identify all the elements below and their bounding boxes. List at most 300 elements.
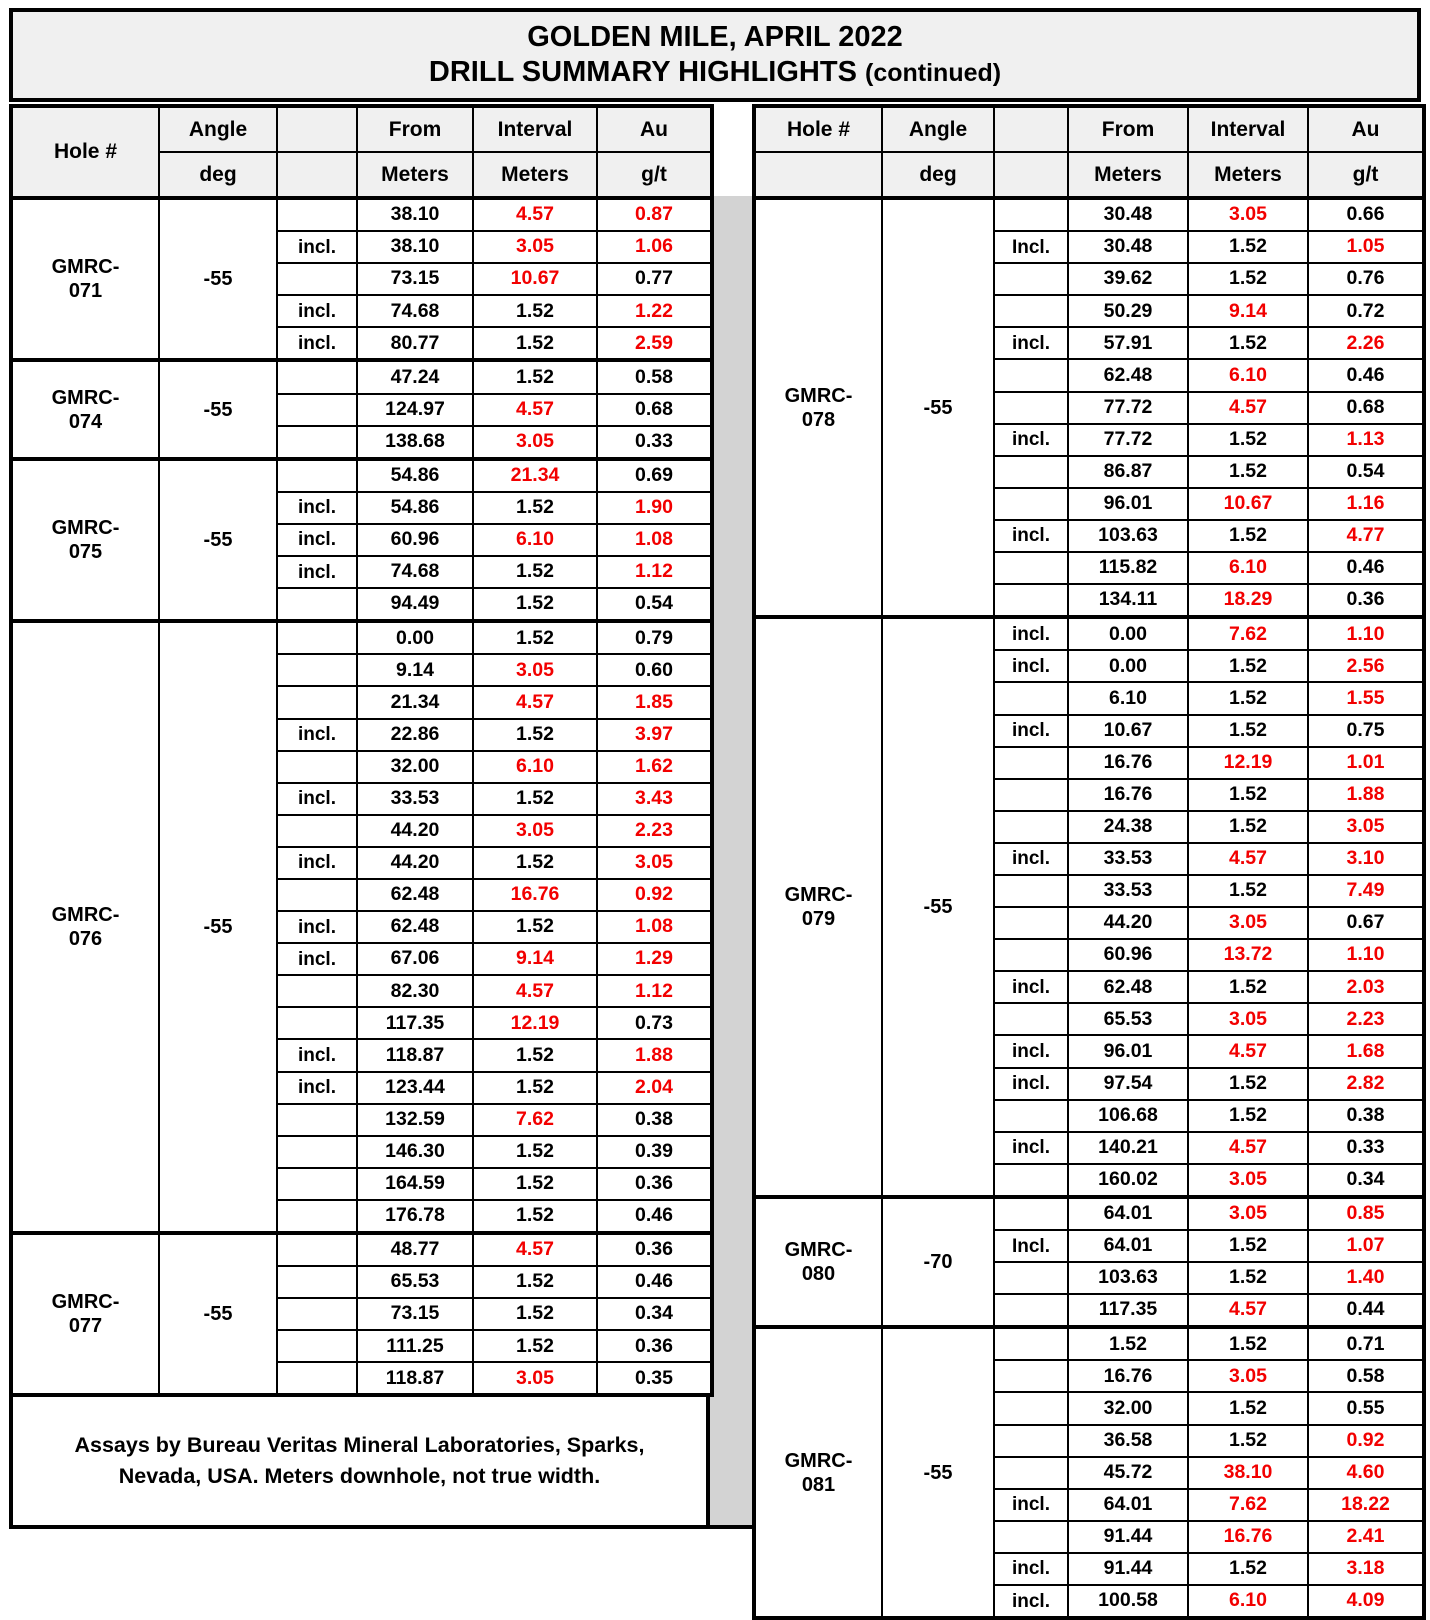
au-grade-cell: 4.60 — [1308, 1457, 1424, 1489]
col-header-from: From — [357, 106, 473, 152]
au-grade-cell: 3.97 — [597, 719, 712, 751]
incl-label-cell — [994, 1327, 1068, 1360]
interval-meters-cell: 1.52 — [473, 1168, 597, 1200]
incl-label-cell — [277, 686, 357, 718]
interval-meters-cell: 4.57 — [1188, 1132, 1308, 1164]
incl-label-cell: incl. — [994, 520, 1068, 552]
col-header-hole: Hole # — [754, 106, 882, 152]
table-row — [754, 198, 1424, 231]
interval-meters-cell: 1.52 — [473, 621, 597, 654]
au-grade-cell: 1.05 — [1308, 231, 1424, 263]
interval-meters-cell: 4.57 — [1188, 1294, 1308, 1327]
incl-label-cell — [994, 456, 1068, 488]
au-grade-cell: 3.18 — [1308, 1553, 1424, 1585]
au-grade-cell: 1.90 — [597, 492, 712, 524]
interval-meters-cell: 12.19 — [1188, 747, 1308, 779]
incl-label-cell — [277, 198, 357, 231]
footnote-box — [9, 1397, 710, 1529]
incl-label-cell — [994, 1003, 1068, 1035]
interval-meters-cell: 1.52 — [1188, 971, 1308, 1003]
interval-meters-cell: 1.52 — [473, 588, 597, 621]
from-meters-cell: 32.00 — [1068, 1392, 1188, 1424]
hole-id-cell: GMRC- 074 — [11, 360, 159, 458]
incl-label-cell — [277, 975, 357, 1007]
table-divider-strip — [709, 196, 752, 1529]
interval-meters-cell: 1.52 — [1188, 1553, 1308, 1585]
interval-meters-cell: 1.52 — [1188, 1327, 1308, 1360]
incl-label-cell — [994, 747, 1068, 779]
angle-cell: -55 — [882, 1327, 994, 1618]
interval-meters-cell: 38.10 — [1188, 1457, 1308, 1489]
au-grade-cell: 0.73 — [597, 1007, 712, 1039]
incl-label-cell: incl. — [994, 971, 1068, 1003]
left-column — [9, 104, 710, 1529]
table-row — [11, 360, 712, 393]
from-meters-cell: 36.58 — [1068, 1425, 1188, 1457]
interval-meters-cell: 6.10 — [473, 524, 597, 556]
incl-label-cell — [994, 198, 1068, 231]
col-header-interval: Interval — [473, 106, 597, 152]
from-meters-cell: 16.76 — [1068, 1360, 1188, 1392]
from-meters-cell: 91.44 — [1068, 1553, 1188, 1585]
from-meters-cell: 22.86 — [357, 719, 473, 751]
from-meters-cell: 106.68 — [1068, 1100, 1188, 1132]
incl-label-cell: incl. — [994, 1035, 1068, 1067]
from-meters-cell: 38.10 — [357, 231, 473, 263]
interval-meters-cell: 7.62 — [473, 1104, 597, 1136]
from-meters-cell: 54.86 — [357, 492, 473, 524]
incl-label-cell — [994, 488, 1068, 520]
incl-label-cell: incl. — [277, 231, 357, 263]
incl-label-cell: incl. — [277, 524, 357, 556]
from-meters-cell: 103.63 — [1068, 1262, 1188, 1294]
au-grade-cell: 0.36 — [1308, 584, 1424, 617]
interval-meters-cell: 1.52 — [1188, 1425, 1308, 1457]
from-meters-cell: 74.68 — [357, 295, 473, 327]
from-meters-cell: 140.21 — [1068, 1132, 1188, 1164]
from-meters-cell: 96.01 — [1068, 488, 1188, 520]
au-grade-cell: 0.92 — [597, 879, 712, 911]
from-meters-cell: 77.72 — [1068, 424, 1188, 456]
au-grade-cell: 0.39 — [597, 1136, 712, 1168]
interval-meters-cell: 3.05 — [473, 654, 597, 686]
bottom-border-bar — [709, 1525, 752, 1529]
from-meters-cell: 44.20 — [357, 815, 473, 847]
incl-label-cell — [277, 1007, 357, 1039]
left-table-header — [11, 106, 712, 198]
au-grade-cell: 0.38 — [597, 1104, 712, 1136]
interval-meters-cell: 3.05 — [1188, 1164, 1308, 1197]
col-header-from: From — [1068, 106, 1188, 152]
au-grade-cell: 1.10 — [1308, 617, 1424, 650]
au-grade-cell: 0.92 — [1308, 1425, 1424, 1457]
interval-meters-cell: 4.57 — [1188, 1035, 1308, 1067]
incl-label-cell: incl. — [994, 1585, 1068, 1618]
interval-meters-cell: 1.52 — [473, 783, 597, 815]
angle-cell: -55 — [882, 617, 994, 1197]
au-grade-cell: 0.79 — [597, 621, 712, 654]
au-grade-cell: 1.62 — [597, 751, 712, 783]
incl-label-cell: incl. — [994, 1553, 1068, 1585]
from-meters-cell: 64.01 — [1068, 1197, 1188, 1230]
interval-meters-cell: 1.52 — [1188, 1262, 1308, 1294]
interval-meters-cell: 1.52 — [473, 360, 597, 393]
au-grade-cell: 0.36 — [597, 1168, 712, 1200]
from-meters-cell: 0.00 — [357, 621, 473, 654]
from-meters-cell: 115.82 — [1068, 552, 1188, 584]
hole-id-cell: GMRC- 081 — [754, 1327, 882, 1618]
from-meters-cell: 77.72 — [1068, 392, 1188, 424]
from-meters-cell: 176.78 — [357, 1200, 473, 1233]
from-meters-cell: 60.96 — [357, 524, 473, 556]
interval-meters-cell: 10.67 — [1188, 488, 1308, 520]
au-grade-cell: 1.12 — [597, 556, 712, 588]
interval-meters-cell: 1.52 — [1188, 424, 1308, 456]
hole-id-cell: GMRC- 071 — [11, 198, 159, 360]
hole-id-cell: GMRC- 076 — [11, 621, 159, 1233]
page-title-line1: GOLDEN MILE, APRIL 2022 — [527, 21, 903, 54]
from-meters-cell: 97.54 — [1068, 1068, 1188, 1100]
au-grade-cell: 0.36 — [597, 1330, 712, 1362]
interval-meters-cell: 1.52 — [1188, 715, 1308, 747]
au-grade-cell: 0.36 — [597, 1233, 712, 1266]
au-grade-cell: 2.41 — [1308, 1521, 1424, 1553]
incl-label-cell — [277, 1266, 357, 1298]
au-grade-cell: 0.46 — [1308, 552, 1424, 584]
from-meters-cell: 32.00 — [357, 751, 473, 783]
from-meters-cell: 47.24 — [357, 360, 473, 393]
au-grade-cell: 2.03 — [1308, 971, 1424, 1003]
col-header-au-unit: g/t — [1308, 152, 1424, 198]
incl-label-cell: incl. — [277, 1039, 357, 1071]
col-header-deg: deg — [882, 152, 994, 198]
incl-label-cell — [994, 779, 1068, 811]
au-grade-cell: 0.75 — [1308, 715, 1424, 747]
from-meters-cell: 82.30 — [357, 975, 473, 1007]
incl-label-cell — [277, 263, 357, 295]
angle-cell: -70 — [882, 1197, 994, 1327]
interval-meters-cell: 1.52 — [1188, 1392, 1308, 1424]
au-grade-cell: 1.29 — [597, 943, 712, 975]
table-row — [11, 459, 712, 492]
table-row — [11, 1233, 712, 1266]
from-meters-cell: 124.97 — [357, 394, 473, 426]
incl-label-cell: incl. — [277, 911, 357, 943]
from-meters-cell: 33.53 — [357, 783, 473, 815]
table-row — [754, 617, 1424, 650]
au-grade-cell: 0.60 — [597, 654, 712, 686]
col-header-au: Au — [1308, 106, 1424, 152]
interval-meters-cell: 1.52 — [1188, 263, 1308, 295]
au-grade-cell: 2.04 — [597, 1072, 712, 1104]
interval-meters-cell: 1.52 — [1188, 1100, 1308, 1132]
incl-label-cell — [277, 1104, 357, 1136]
incl-label-cell: incl. — [994, 327, 1068, 359]
incl-label-cell — [277, 879, 357, 911]
incl-label-cell — [994, 1425, 1068, 1457]
au-grade-cell: 0.87 — [597, 198, 712, 231]
interval-meters-cell: 21.34 — [473, 459, 597, 492]
interval-meters-cell: 1.52 — [1188, 811, 1308, 843]
au-grade-cell: 0.33 — [1308, 1132, 1424, 1164]
interval-meters-cell: 7.62 — [1188, 617, 1308, 650]
incl-label-cell — [994, 811, 1068, 843]
from-meters-cell: 24.38 — [1068, 811, 1188, 843]
from-meters-cell: 134.11 — [1068, 584, 1188, 617]
col-header-incl — [277, 106, 357, 152]
interval-meters-cell: 3.05 — [473, 426, 597, 459]
from-meters-cell: 16.76 — [1068, 747, 1188, 779]
incl-label-cell: incl. — [994, 1132, 1068, 1164]
from-meters-cell: 0.00 — [1068, 617, 1188, 650]
from-meters-cell: 62.48 — [1068, 971, 1188, 1003]
au-grade-cell: 1.88 — [597, 1039, 712, 1071]
incl-label-cell — [994, 1294, 1068, 1327]
au-grade-cell: 1.88 — [1308, 779, 1424, 811]
incl-label-cell — [277, 1298, 357, 1330]
col-header-angle: Angle — [159, 106, 277, 152]
au-grade-cell: 1.01 — [1308, 747, 1424, 779]
incl-label-cell — [277, 654, 357, 686]
au-grade-cell: 0.72 — [1308, 295, 1424, 327]
col-header-incl-unit — [277, 152, 357, 198]
interval-meters-cell: 1.52 — [1188, 327, 1308, 359]
incl-label-cell: Incl. — [994, 231, 1068, 263]
interval-meters-cell: 4.57 — [473, 975, 597, 1007]
right-table-header — [754, 106, 1424, 198]
from-meters-cell: 111.25 — [357, 1330, 473, 1362]
incl-label-cell — [994, 1360, 1068, 1392]
incl-label-cell — [277, 588, 357, 621]
from-meters-cell: 21.34 — [357, 686, 473, 718]
right-column — [752, 104, 1422, 1612]
au-grade-cell: 1.08 — [597, 524, 712, 556]
au-grade-cell: 0.46 — [597, 1266, 712, 1298]
page-title-line2 — [429, 55, 1001, 90]
interval-meters-cell: 6.10 — [1188, 552, 1308, 584]
col-header-au: Au — [597, 106, 712, 152]
from-meters-cell: 118.87 — [357, 1039, 473, 1071]
interval-meters-cell: 1.52 — [1188, 779, 1308, 811]
au-grade-cell: 0.54 — [1308, 456, 1424, 488]
au-grade-cell: 1.10 — [1308, 939, 1424, 971]
right-drill-table — [752, 104, 1426, 1620]
incl-label-cell — [994, 875, 1068, 907]
interval-meters-cell: 10.67 — [473, 263, 597, 295]
hole-id-cell: GMRC- 077 — [11, 1233, 159, 1395]
from-meters-cell: 9.14 — [357, 654, 473, 686]
from-meters-cell: 65.53 — [1068, 1003, 1188, 1035]
interval-meters-cell: 1.52 — [1188, 875, 1308, 907]
incl-label-cell — [277, 815, 357, 847]
interval-meters-cell: 1.52 — [1188, 682, 1308, 714]
incl-label-cell — [994, 1197, 1068, 1230]
from-meters-cell: 62.48 — [357, 879, 473, 911]
from-meters-cell: 138.68 — [357, 426, 473, 459]
incl-label-cell: incl. — [277, 847, 357, 879]
from-meters-cell: 50.29 — [1068, 295, 1188, 327]
interval-meters-cell: 12.19 — [473, 1007, 597, 1039]
au-grade-cell: 7.49 — [1308, 875, 1424, 907]
au-grade-cell: 1.13 — [1308, 424, 1424, 456]
incl-label-cell — [994, 1262, 1068, 1294]
incl-label-cell — [277, 1233, 357, 1266]
from-meters-cell: 86.87 — [1068, 456, 1188, 488]
au-grade-cell: 0.33 — [597, 426, 712, 459]
au-grade-cell: 3.05 — [597, 847, 712, 879]
incl-label-cell: incl. — [277, 327, 357, 360]
interval-meters-cell: 13.72 — [1188, 939, 1308, 971]
interval-meters-cell: 3.05 — [1188, 907, 1308, 939]
au-grade-cell: 2.23 — [1308, 1003, 1424, 1035]
incl-label-cell: incl. — [277, 943, 357, 975]
hole-id-cell: GMRC- 078 — [754, 198, 882, 617]
au-grade-cell: 3.05 — [1308, 811, 1424, 843]
au-grade-cell: 0.35 — [597, 1362, 712, 1395]
interval-meters-cell: 1.52 — [473, 847, 597, 879]
from-meters-cell: 54.86 — [357, 459, 473, 492]
col-header-incl — [994, 106, 1068, 152]
au-grade-cell: 1.22 — [597, 295, 712, 327]
left-drill-table — [9, 104, 714, 1397]
page-title-line2-main: DRILL SUMMARY HIGHLIGHTS — [428, 56, 857, 88]
interval-meters-cell: 1.52 — [473, 1072, 597, 1104]
from-meters-cell: 117.35 — [1068, 1294, 1188, 1327]
angle-cell: -55 — [159, 459, 277, 621]
interval-meters-cell: 1.52 — [473, 1039, 597, 1071]
title-box — [9, 8, 1421, 102]
from-meters-cell: 123.44 — [357, 1072, 473, 1104]
au-grade-cell: 3.43 — [597, 783, 712, 815]
interval-meters-cell: 3.05 — [1188, 1003, 1308, 1035]
table-row — [754, 1327, 1424, 1360]
from-meters-cell: 44.20 — [357, 847, 473, 879]
col-header-incl-unit — [994, 152, 1068, 198]
interval-meters-cell: 1.52 — [1188, 650, 1308, 682]
incl-label-cell — [994, 1521, 1068, 1553]
au-grade-cell: 4.77 — [1308, 520, 1424, 552]
incl-label-cell — [994, 1392, 1068, 1424]
interval-meters-cell: 6.10 — [1188, 1585, 1308, 1618]
from-meters-cell: 73.15 — [357, 1298, 473, 1330]
incl-label-cell: incl. — [994, 1489, 1068, 1521]
au-grade-cell: 2.56 — [1308, 650, 1424, 682]
incl-label-cell: incl. — [994, 843, 1068, 875]
au-grade-cell: 1.12 — [597, 975, 712, 1007]
interval-meters-cell: 9.14 — [1188, 295, 1308, 327]
from-meters-cell: 103.63 — [1068, 520, 1188, 552]
incl-label-cell — [277, 459, 357, 492]
from-meters-cell: 64.01 — [1068, 1489, 1188, 1521]
incl-label-cell — [994, 263, 1068, 295]
from-meters-cell: 16.76 — [1068, 779, 1188, 811]
incl-label-cell — [277, 360, 357, 393]
col-header-interval-unit: Meters — [473, 152, 597, 198]
incl-label-cell — [277, 1362, 357, 1395]
au-grade-cell: 0.46 — [1308, 359, 1424, 391]
page-title-continued: (continued) — [865, 59, 1002, 87]
au-grade-cell: 0.67 — [1308, 907, 1424, 939]
interval-meters-cell: 1.52 — [473, 327, 597, 360]
from-meters-cell: 91.44 — [1068, 1521, 1188, 1553]
interval-meters-cell: 1.52 — [473, 295, 597, 327]
interval-meters-cell: 1.52 — [1188, 231, 1308, 263]
from-meters-cell: 44.20 — [1068, 907, 1188, 939]
from-meters-cell: 0.00 — [1068, 650, 1188, 682]
au-grade-cell: 3.10 — [1308, 843, 1424, 875]
table-row — [11, 621, 712, 654]
interval-meters-cell: 3.05 — [1188, 198, 1308, 231]
table-row — [754, 1197, 1424, 1230]
interval-meters-cell: 1.52 — [1188, 520, 1308, 552]
incl-label-cell — [994, 359, 1068, 391]
interval-meters-cell: 3.05 — [1188, 1197, 1308, 1230]
au-grade-cell: 0.58 — [597, 360, 712, 393]
angle-cell: -55 — [159, 198, 277, 360]
incl-label-cell — [994, 584, 1068, 617]
interval-meters-cell: 1.52 — [473, 911, 597, 943]
table-row — [11, 198, 712, 231]
interval-meters-cell: 7.62 — [1188, 1489, 1308, 1521]
incl-label-cell: incl. — [277, 492, 357, 524]
interval-meters-cell: 1.52 — [473, 1330, 597, 1362]
au-grade-cell: 2.23 — [597, 815, 712, 847]
interval-meters-cell: 4.57 — [473, 198, 597, 231]
au-grade-cell: 2.59 — [597, 327, 712, 360]
au-grade-cell: 1.55 — [1308, 682, 1424, 714]
au-grade-cell: 1.16 — [1308, 488, 1424, 520]
from-meters-cell: 65.53 — [357, 1266, 473, 1298]
incl-label-cell: incl. — [277, 783, 357, 815]
interval-meters-cell: 1.52 — [1188, 1230, 1308, 1262]
from-meters-cell: 10.67 — [1068, 715, 1188, 747]
col-header-hole: Hole # — [11, 106, 159, 198]
au-grade-cell: 1.40 — [1308, 1262, 1424, 1294]
interval-meters-cell: 4.57 — [1188, 392, 1308, 424]
au-grade-cell: 0.46 — [597, 1200, 712, 1233]
from-meters-cell: 1.52 — [1068, 1327, 1188, 1360]
au-grade-cell: 0.54 — [597, 588, 712, 621]
from-meters-cell: 132.59 — [357, 1104, 473, 1136]
hole-id-cell: GMRC- 075 — [11, 459, 159, 621]
interval-meters-cell: 16.76 — [1188, 1521, 1308, 1553]
angle-cell: -55 — [159, 1233, 277, 1395]
interval-meters-cell: 4.57 — [473, 1233, 597, 1266]
incl-label-cell — [277, 1168, 357, 1200]
au-grade-cell: 0.58 — [1308, 1360, 1424, 1392]
hole-id-cell: GMRC- 080 — [754, 1197, 882, 1327]
angle-cell: -55 — [159, 360, 277, 458]
from-meters-cell: 62.48 — [1068, 359, 1188, 391]
interval-meters-cell: 1.52 — [473, 1200, 597, 1233]
incl-label-cell — [277, 1136, 357, 1168]
from-meters-cell: 117.35 — [357, 1007, 473, 1039]
incl-label-cell — [277, 1330, 357, 1362]
incl-label-cell: Incl. — [994, 1230, 1068, 1262]
au-grade-cell: 0.44 — [1308, 1294, 1424, 1327]
col-header-hole-empty — [754, 152, 882, 198]
interval-meters-cell: 1.52 — [473, 1266, 597, 1298]
incl-label-cell — [994, 1100, 1068, 1132]
au-grade-cell: 0.55 — [1308, 1392, 1424, 1424]
incl-label-cell: incl. — [994, 715, 1068, 747]
interval-meters-cell: 16.76 — [473, 879, 597, 911]
au-grade-cell: 0.38 — [1308, 1100, 1424, 1132]
incl-label-cell — [994, 1457, 1068, 1489]
col-header-interval-unit: Meters — [1188, 152, 1308, 198]
interval-meters-cell: 1.52 — [473, 719, 597, 751]
interval-meters-cell: 4.57 — [473, 394, 597, 426]
